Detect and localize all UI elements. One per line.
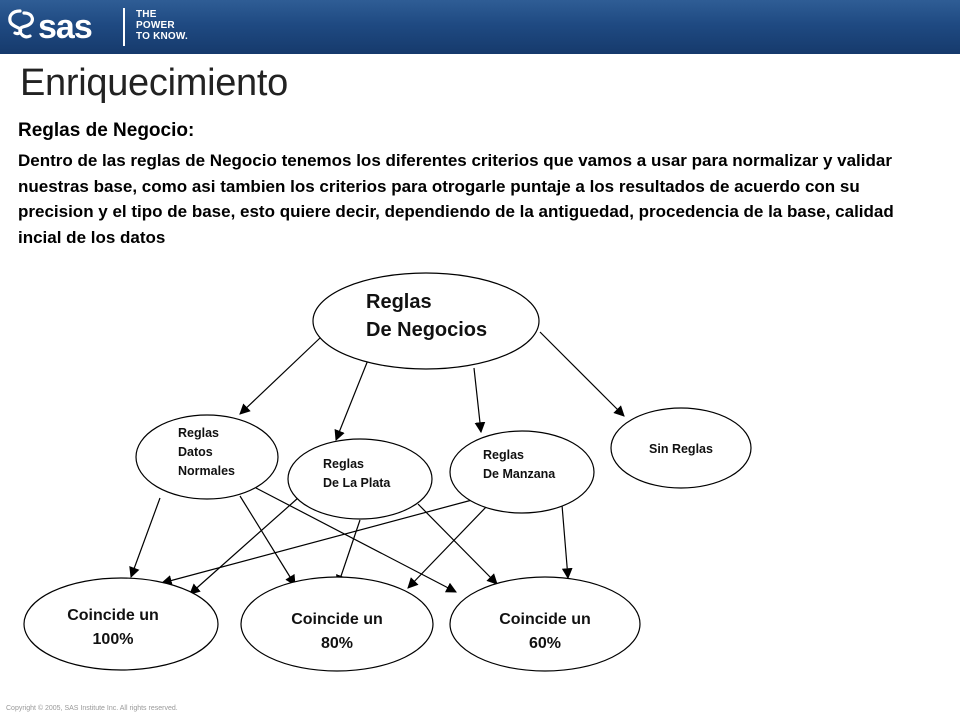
node-label: 80%	[320, 635, 354, 652]
node-label: Coincide un	[291, 611, 383, 628]
node-label: Coincide un	[499, 611, 591, 628]
edge-manzana-60	[562, 505, 568, 578]
copyright-notice: Copyright © 2005, SAS Institute Inc. All rights reserved.	[6, 705, 178, 712]
edge-root-sin-reglas	[540, 332, 624, 416]
node-reglas-de-manzana	[450, 431, 594, 513]
node-label: Normales	[178, 464, 235, 478]
edge-plata-60	[418, 504, 497, 584]
edge-root-la-plata	[336, 360, 368, 440]
edge-manzana-80	[408, 505, 488, 588]
node-label: De Manzana	[483, 467, 556, 481]
node-coincide-60	[450, 577, 640, 671]
tagline-line: TO KNOW.	[136, 31, 188, 42]
edge-plata-100	[190, 498, 298, 594]
node-label: Reglas	[178, 426, 219, 440]
node-label: 100%	[92, 631, 134, 648]
node-reglas-datos-normales	[136, 415, 278, 499]
tagline-line: POWER	[136, 20, 175, 31]
node-sin-reglas	[611, 408, 751, 488]
node-reglas-de-negocios	[313, 273, 539, 369]
edge-datos-100	[131, 498, 160, 577]
node-label: De Negocios	[366, 319, 488, 341]
node-label: Reglas	[483, 448, 524, 462]
node-label: Sin Reglas	[649, 442, 713, 456]
logo-text: sas	[38, 8, 92, 46]
section-body: Dentro de las reglas de Negocio tenemos los diferentes criterios que vamos a usar para normalizar y validar nuestras base, como asi tambien los criterios para otrogarle puntaje a los resultados de acuerdo con su precision y el tipo de base, esto quiere decir, dependiendo de la antiguedad, procedencia de la base, calidad incial de los datos	[18, 151, 894, 247]
node-label: Datos	[178, 445, 213, 459]
node-label: Reglas	[366, 291, 432, 313]
tagline-line: THE	[136, 9, 157, 20]
edge-root-manzana	[474, 368, 481, 432]
node-coincide-100	[24, 578, 218, 670]
edge-datos-80	[240, 496, 295, 585]
node-coincide-80	[241, 577, 433, 671]
section-heading: Reglas de Negocio:	[18, 120, 195, 141]
node-label: 60%	[528, 635, 562, 652]
node-label: Coincide un	[67, 607, 159, 624]
node-label: De La Plata	[323, 476, 391, 490]
page-title: Enriquecimiento	[20, 62, 288, 104]
edge-plata-80	[338, 520, 360, 585]
edge-root-datos-normales	[240, 338, 320, 414]
node-reglas-de-la-plata	[288, 439, 432, 519]
node-label: Reglas	[323, 457, 364, 471]
